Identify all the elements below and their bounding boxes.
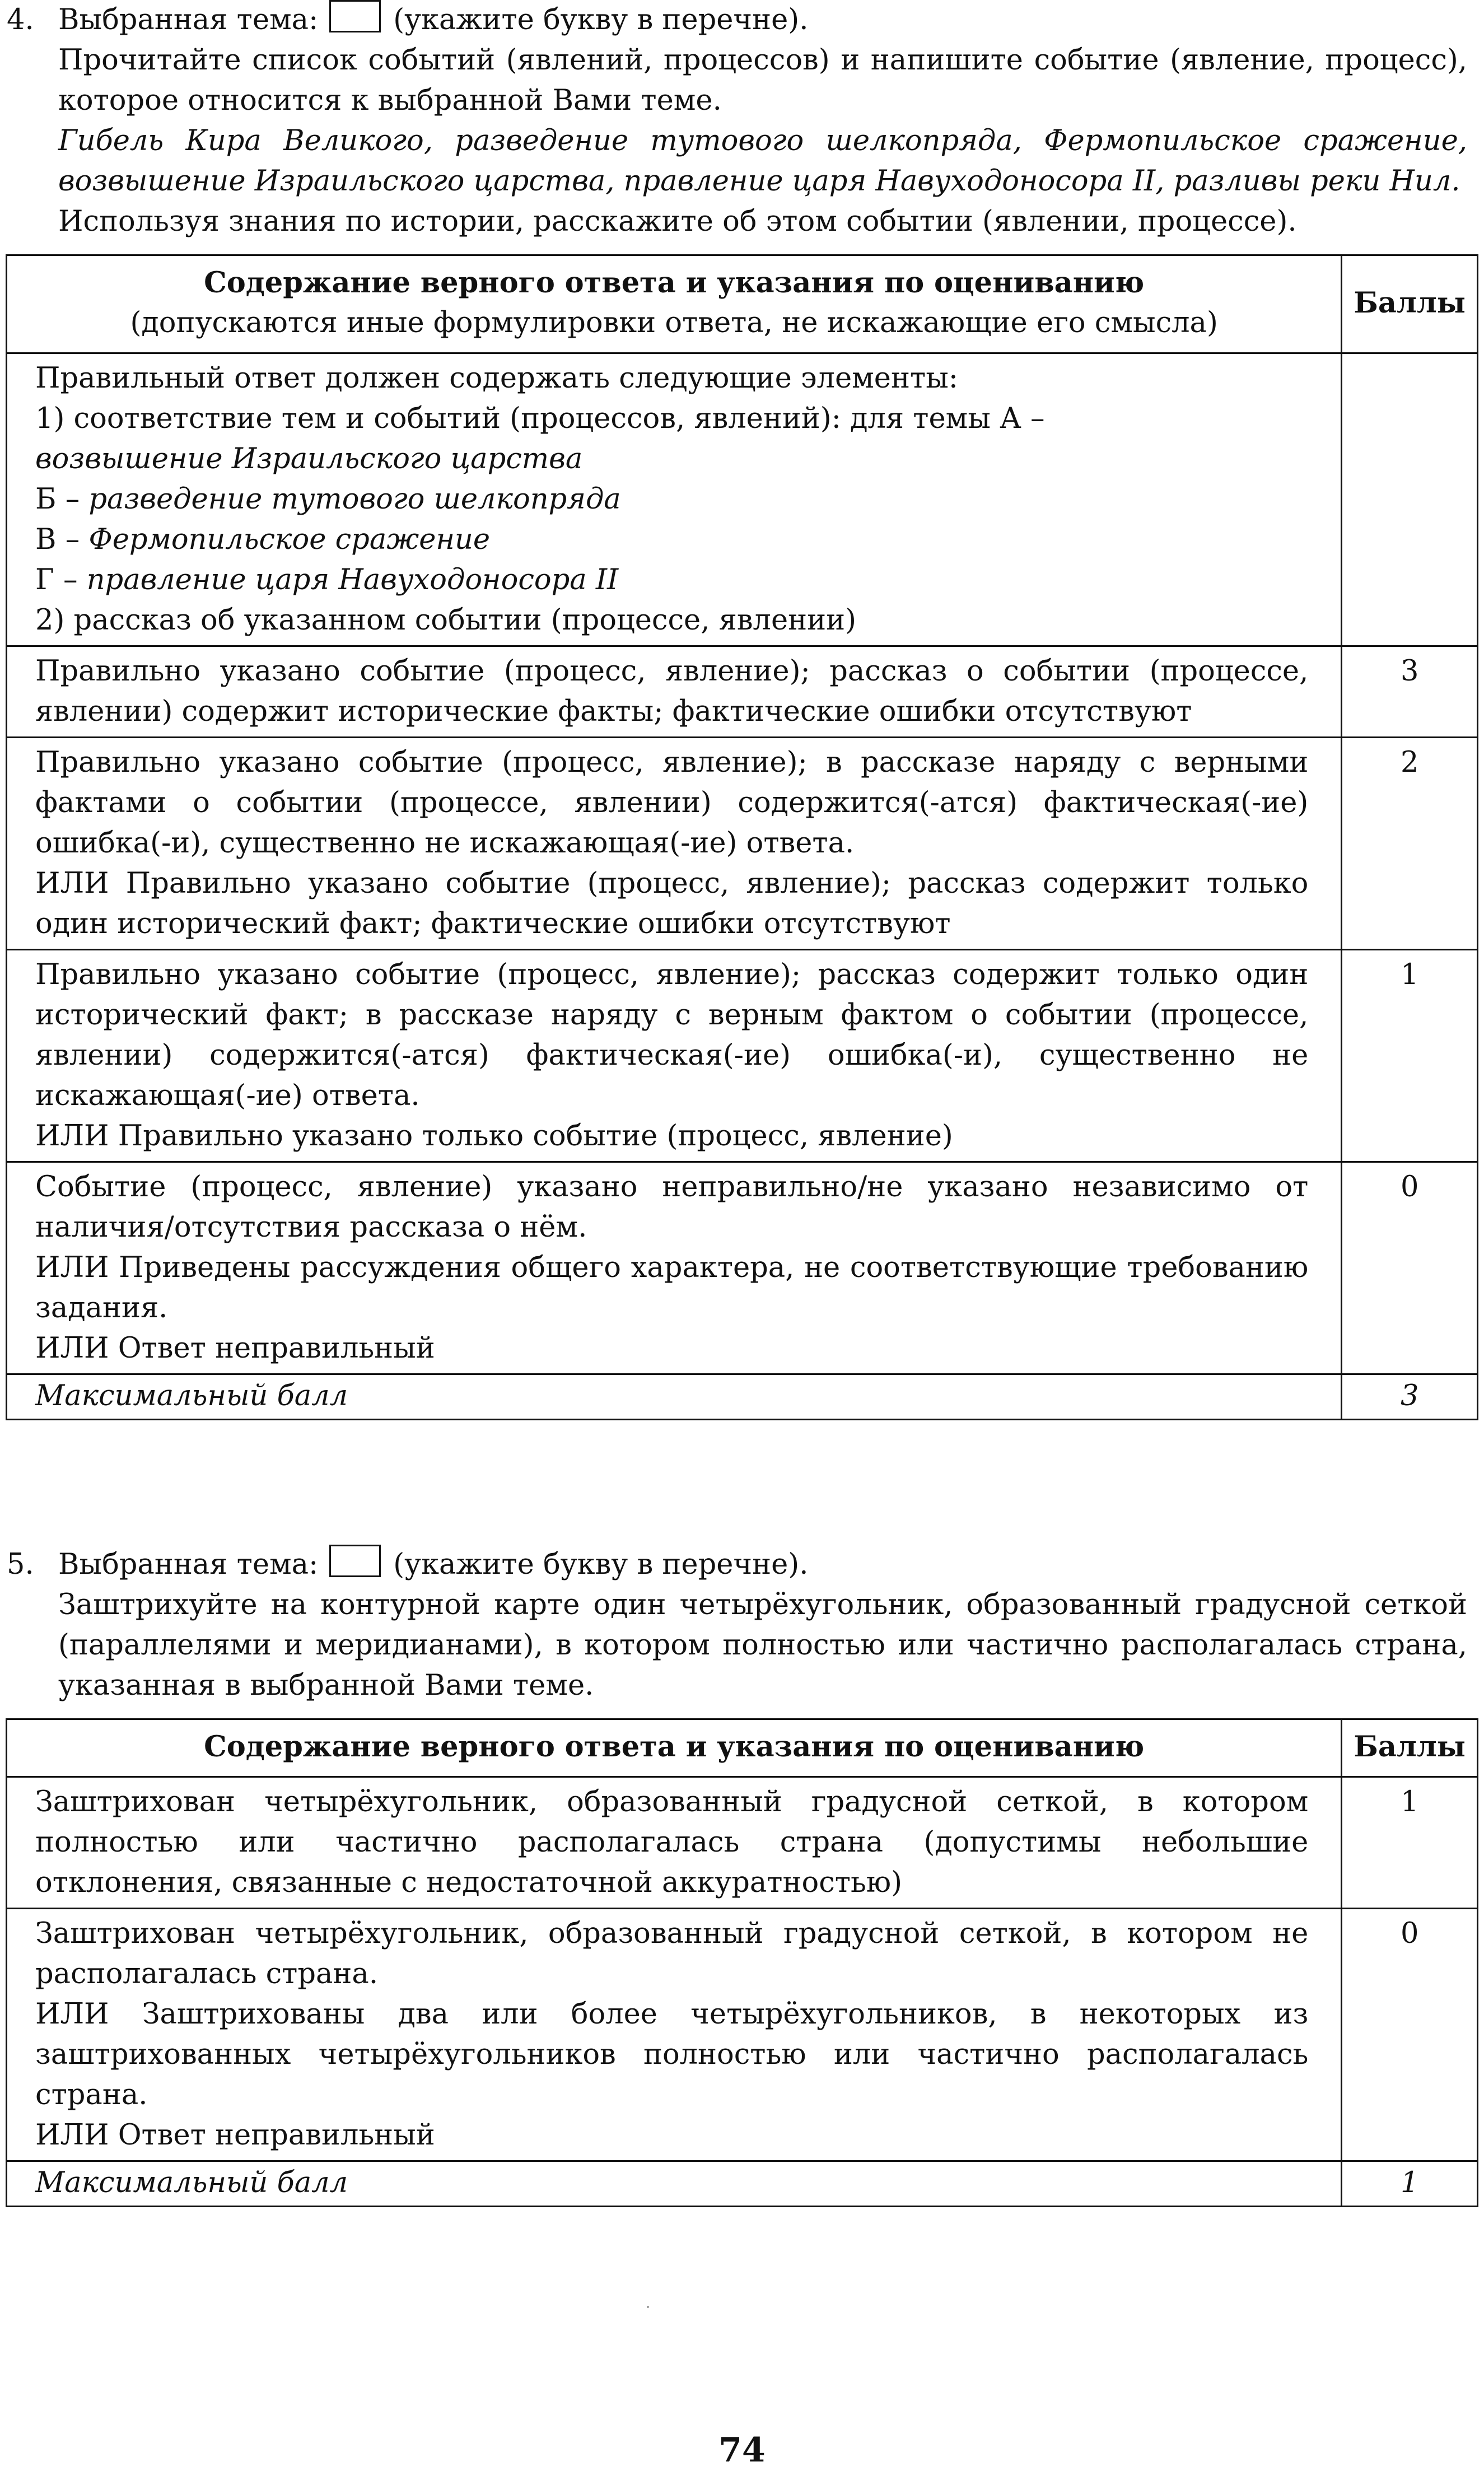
table-row [7,1162,1478,1374]
criterion-text [7,950,1342,1162]
header-main: Содержание верного ответа и указания по оцениванию [204,266,1145,300]
table-row [7,646,1478,738]
task-5-heading [7,1545,1484,1585]
table-row [7,1909,1478,2161]
criterion-score: 1 [1342,950,1478,1162]
criterion-line: ИЛИ Заштрихованы два или более четырёхугольников, в некоторых из заштрихованных четырёхугольников полностью или частично располагалась страна. [35,1998,1309,2111]
task-text: Используя знания по истории, расскажите об этом событии (явлении, процессе). [58,205,1297,238]
criterion-line: ИЛИ Ответ неправильный [35,2119,435,2152]
header-score: Баллы [1342,255,1478,353]
max-score-row [7,1374,1478,1420]
header-score: Баллы [1342,1719,1478,1777]
header-content [7,255,1342,353]
criterion-line: Заштрихован четырёхугольник, образованный градусной сеткой, в котором не располагалась страна. [35,1917,1309,1990]
answer-line: Правильный ответ должен содержать следующие элементы: [35,362,958,395]
max-score-value: 3 [1342,1374,1478,1420]
topic-letter-box[interactable] [329,1545,381,1577]
criterion-text [7,738,1342,950]
task-number: 5. [7,1548,34,1581]
answer-letter: В – [35,523,89,556]
answer-line [35,479,1308,520]
criterion-score: 1 [1342,1777,1478,1909]
criterion-line: Правильно указано событие (процесс, явление); рассказ содержит только один исторический факт; в рассказе наряду с верным фактом о событии (процессе, явлении) содержится(-атся) фактическая(-ие) ошибка(-и), существенно не искажающая(-ие) ответа. [35,958,1309,1112]
answer-event: Фермопильское сражение [88,523,490,556]
table-header-row [7,255,1478,353]
answer-event: правление царя Навуходоносора II [86,563,619,596]
stray-dot [647,2306,649,2308]
criterion-text: Правильно указано событие (процесс, явление); рассказ о событии (процессе, явлении) содержит исторические факты; фактические ошибки отсутствуют [7,646,1342,738]
topic-prompt-hint: (укажите букву в перечне). [393,1548,809,1581]
topic-letter-box[interactable] [329,0,381,32]
topic-prompt-label: Выбранная тема: [58,3,319,36]
criterion-line: ИЛИ Правильно указано только событие (процесс, явление) [35,1120,953,1153]
events-list: Гибель Кира Великого, разведение тутового шелкопряда, Фермопильское сражение, возвышение Израильского царства, правление царя Навуходоносора II, разливы реки Нил. [58,124,1467,198]
topic-prompt-label: Выбранная тема: [58,1548,319,1581]
max-score-row [7,2161,1478,2207]
table-row [7,950,1478,1162]
criterion-score: 3 [1342,646,1478,738]
header-content: Содержание верного ответа и указания по оцениванию [7,1719,1342,1777]
answer-content [7,353,1342,646]
table-row [7,1777,1478,1909]
criterion-score: 0 [1342,1162,1478,1374]
page-number: 74 [718,2431,766,2470]
criterion-text [7,1909,1342,2161]
criterion-line: Правильно указано событие (процесс, явление); в рассказе наряду с верными фактами о событии (процессе, явлении) содержится(-атся) фактическая(-ие) ошибка(-и), существенно не искажающая(-ие) ответа. [35,746,1309,860]
task-4-heading [7,0,1484,40]
answer-row [7,353,1478,646]
criterion-score: 0 [1342,1909,1478,2161]
grading-table-task-5 [6,1718,1478,2207]
criterion-line: ИЛИ Ответ неправильный [35,1332,435,1365]
answer-letter: Г – [35,563,87,596]
topic-prompt-hint: (укажите букву в перечне). [393,3,809,36]
criterion-line: ИЛИ Правильно указано событие (процесс, явление); рассказ содержит только один исторический факт; фактические ошибки отсутствуют [35,867,1309,940]
answer-letter: Б – [35,483,89,516]
answer-score-empty [1342,353,1478,646]
answer-event: разведение тутового шелкопряда [88,483,621,516]
answer-line: 1) соответствие тем и событий (процессов, явлений): для темы А – [35,402,1045,435]
criterion-text: Заштрихован четырёхугольник, образованный градусной сеткой, в котором полностью или частично располагалась страна (допустимы небольшие отклонения, связанные с недостаточной аккуратностью) [7,1777,1342,1909]
criterion-line: Событие (процесс, явление) указано неправильно/не указано независимо от наличия/отсутствия рассказа о нём. [35,1171,1309,1244]
max-score-value: 1 [1342,2161,1478,2207]
task-instruction: Заштрихуйте на контурной карте один четырёхугольник, образованный градусной сеткой (параллелями и меридианами), в котором полностью или частично располагалась страна, указанная в выбранной Вами теме. [58,1588,1467,1702]
table-header-row [7,1719,1478,1777]
header-sub: (допускаются иные формулировки ответа, не искажающие его смысла) [130,306,1218,339]
task-instruction: Прочитайте список событий (явлений, процессов) и напишите событие (явление, процесс), которое относится к выбранной Вами теме. [58,44,1467,117]
criterion-score: 2 [1342,738,1478,950]
grading-table-task-4 [6,254,1478,1420]
answer-line: 2) рассказ об указанном событии (процессе, явлении) [35,604,857,637]
task-number: 4. [7,3,34,36]
max-score-label: Максимальный балл [7,2161,1342,2207]
task-5 [0,1545,1484,2207]
criterion-text [7,1162,1342,1374]
answer-line: возвышение Израильского царства [35,442,583,475]
criterion-line: ИЛИ Приведены рассуждения общего характера, не соответствующие требованию задания. [35,1251,1309,1325]
answer-line [35,520,1308,560]
max-score-label: Максимальный балл [7,1374,1342,1420]
answer-line [35,560,1308,600]
table-row [7,738,1478,950]
